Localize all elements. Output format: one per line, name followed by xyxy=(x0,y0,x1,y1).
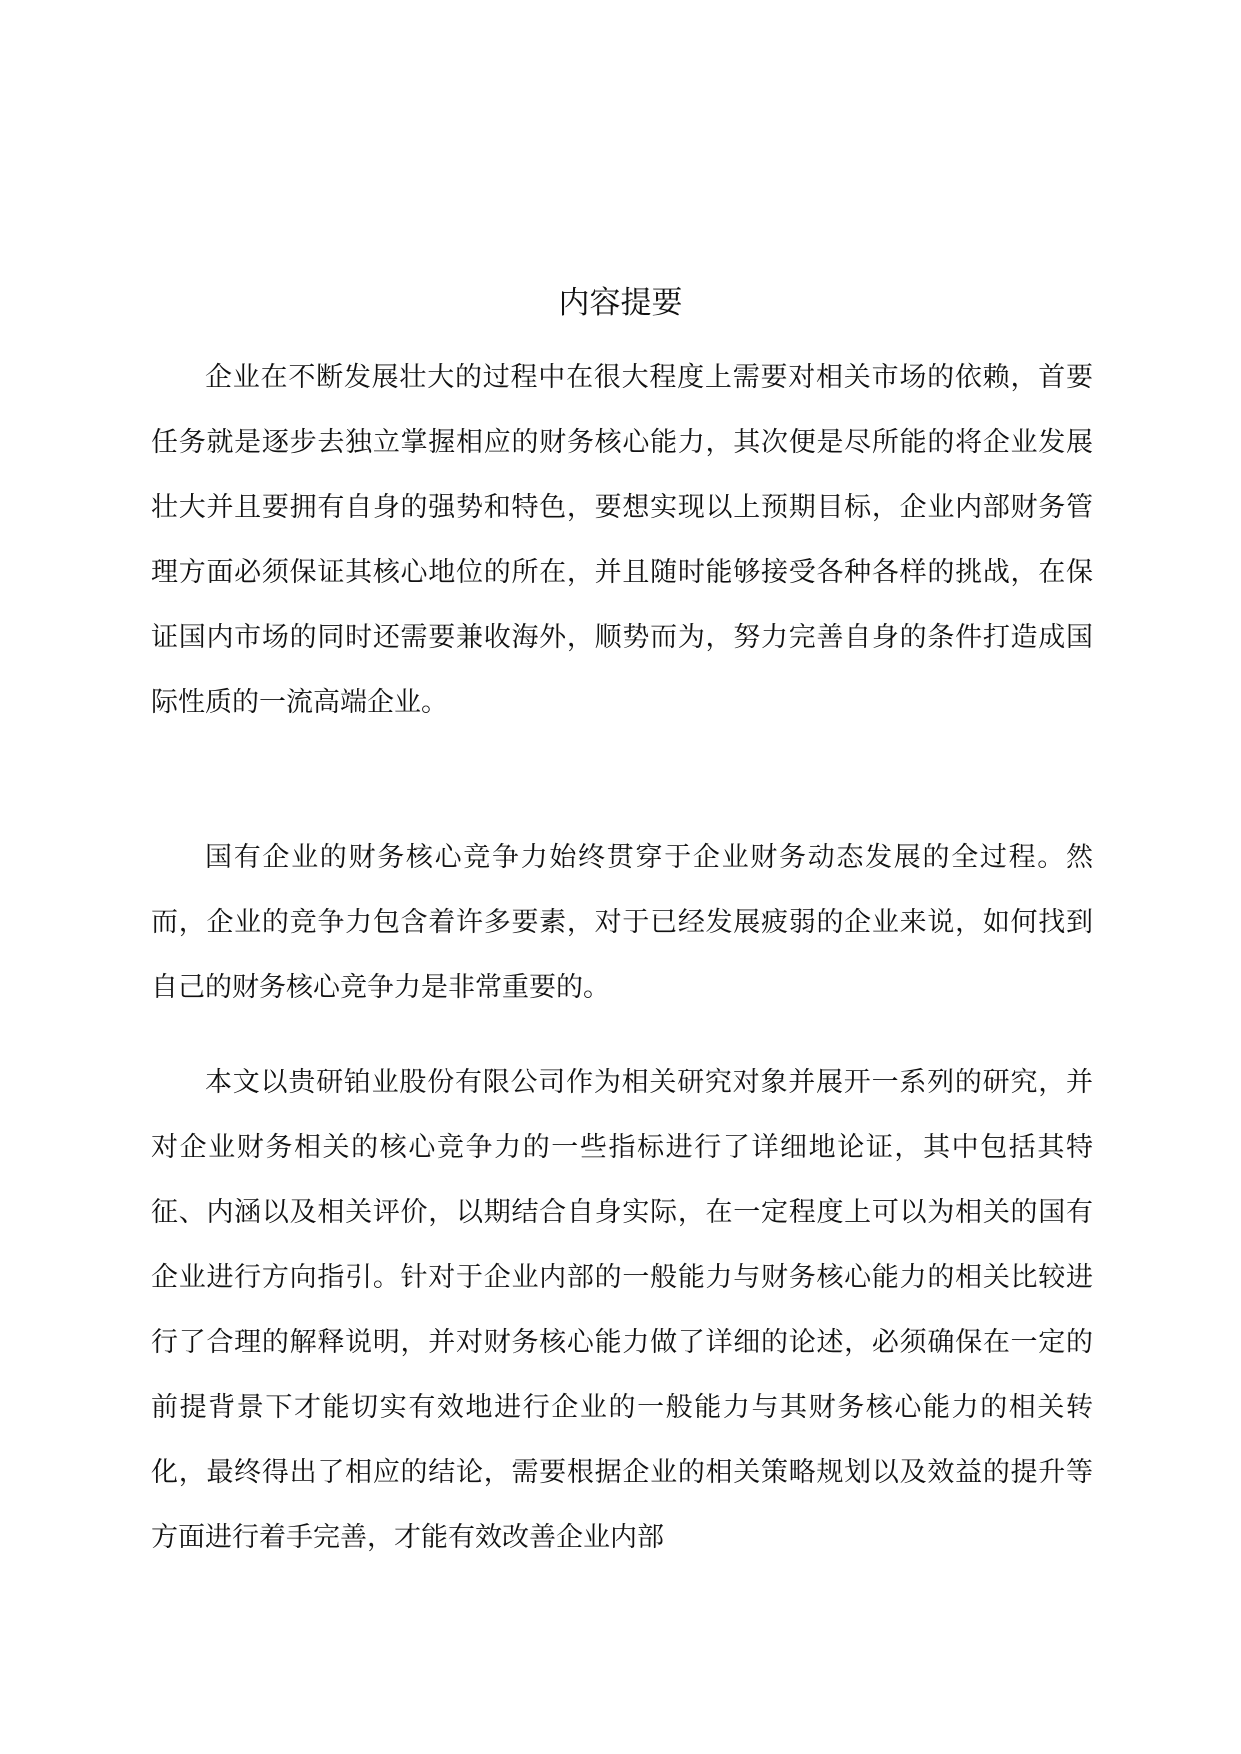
document-title: 内容提要 xyxy=(558,285,683,321)
summary-paragraph-2: 国有企业的财务核心竞争力始终贯穿于企业财务动态发展的全过程。然而，企业的竞争力包含着许多要素，对于已经发展疲弱的企业来说，如何找到自己的财务核心竞争力是非常重要的。 xyxy=(151,842,1093,1003)
summary-paragraph-1: 企业在不断发展壮大的过程中在很大程度上需要对相关市场的依赖，首要任务就是逐步去独立掌握相应的财务核心能力，其次便是尽所能的将企业发展壮大并且要拥有自身的强势和特色，要想实现以上预期目标，企业内部财务管理方面必须保证其核心地位的所在，并且随时能够接受各种各样的挑战，在保证国内市场的同时还需要兼收海外，顺势而为，努力完善自身的条件打造成国际性质的一流高端企业。 xyxy=(151,362,1093,718)
summary-paragraph-3: 本文以贵研铂业股份有限公司作为相关研究对象并展开一系列的研究，并对企业财务相关的核心竞争力的一些指标进行了详细地论证，其中包括其特征、内涵以及相关评价，以期结合自身实际，在一定程度上可以为相关的国有企业进行方向指引。针对于企业内部的一般能力与财务核心能力的相关比较进行了合理的解释说明，并对财务核心能力做了详细的论述，必须确保在一定的前提背景下才能切实有效地进行企业的一般能力与其财务核心能力的相关转化，最终得出了相应的结论，需要根据企业的相关策略规划以及效益的提升等方面进行着手完善，才能有效改善企业内部 xyxy=(151,1067,1093,1553)
